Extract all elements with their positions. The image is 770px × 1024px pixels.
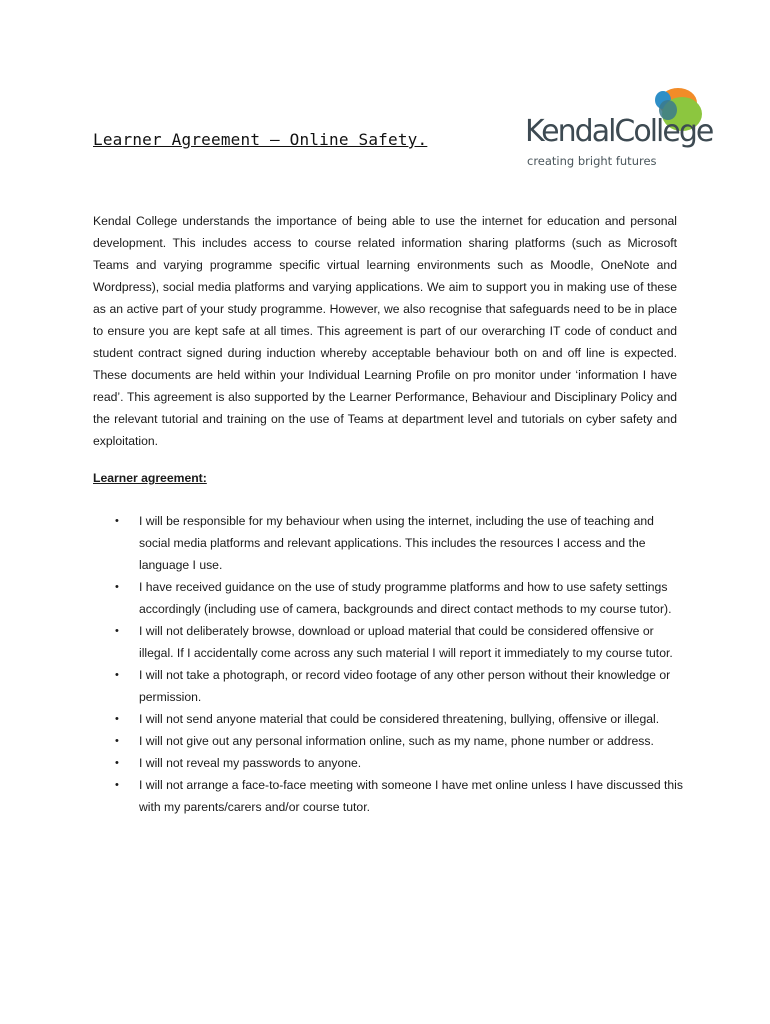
bullet-icon: • [115, 757, 119, 769]
list-item [93, 576, 683, 620]
list-item [93, 510, 683, 576]
list-item-text: I will not send anyone material that could be considered threatening, bullying, offensive or illegal. [139, 712, 660, 726]
logo-wordmark: KendalCollege [525, 114, 713, 149]
list-item [93, 620, 683, 664]
list-item [93, 708, 683, 730]
list-item-text: I will not arrange a face-to-face meeting with someone I have met online unless I have discussed this with my parents/carers and/or course tutor. [139, 778, 683, 814]
agreement-heading: Learner agreement: [93, 471, 207, 485]
list-item-text: I will not deliberately browse, download or upload material that could be considered offensive or illegal. If I accidentally come across any such material I will report it immediately to my course tutor. [139, 624, 673, 660]
page-title: Learner Agreement – Online Safety. [93, 130, 428, 149]
list-item [93, 664, 683, 708]
logo-tagline: creating bright futures [527, 154, 657, 168]
list-item-text: I have received guidance on the use of study programme platforms and how to use safety settings accordingly (including use of camera, backgrounds and direct contact methods to my course tutor). [139, 580, 672, 616]
bullet-icon: • [115, 625, 119, 637]
list-item [93, 774, 683, 818]
list-item [93, 730, 683, 752]
bullet-icon: • [115, 713, 119, 725]
list-item-text: I will be responsible for my behaviour when using the internet, including the use of teaching and social media platforms and relevant applications. This includes the resources I access and the language I use. [139, 514, 654, 572]
list-item-text: I will not take a photograph, or record video footage of any other person without their knowledge or permission. [139, 668, 671, 704]
bullet-icon: • [115, 669, 119, 681]
college-logo [525, 86, 713, 170]
intro-paragraph: Kendal College understands the importance of being able to use the internet for education and personal development. This includes access to course related information sharing platforms (such as Microsoft Teams and varying programme specific virtual learning environments such as Moodle, OneNote and Wordpress), social media platforms and varying applications. We aim to support you in making use of these as an active part of your study programme. However, we also recognise that safeguards need to be in place to ensure you are kept safe at all times. This agreement is part of our overarching IT code of conduct and student contract signed during induction whereby acceptable behaviour both on and off line is expected. These documents are held within your Individual Learning Profile on pro monitor under ‘information I have read’. This agreement is also supported by the Learner Performance, Behaviour and Disciplinary Policy and the relevant tutorial and training on the use of Teams at department level and tutorials on cyber safety and exploitation. [93, 214, 677, 448]
bullet-icon: • [115, 581, 119, 593]
list-item-text: I will not give out any personal information online, such as my name, phone number or address. [139, 734, 654, 748]
bullet-icon: • [115, 735, 119, 747]
agreement-list [93, 510, 683, 818]
list-item [93, 752, 683, 774]
bullet-icon: • [115, 779, 119, 791]
list-item-text: I will not reveal my passwords to anyone. [139, 756, 362, 770]
bullet-icon: • [115, 515, 119, 527]
